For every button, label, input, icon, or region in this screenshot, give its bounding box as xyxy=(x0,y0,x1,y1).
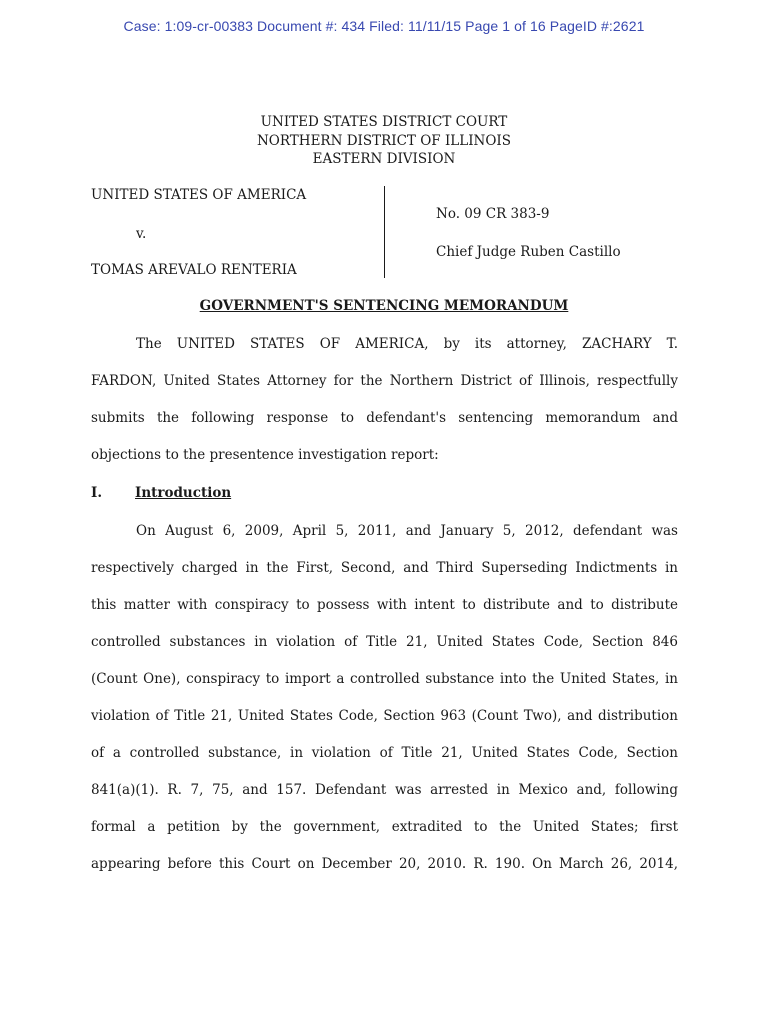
intro-paragraph xyxy=(91,326,678,474)
text-line: this matter with conspiracy to possess with intent to distribute and to distribute xyxy=(91,597,678,613)
text-line: respectively charged in the First, Second, and Third Superseding Indictments in xyxy=(91,560,678,576)
caption-divider xyxy=(384,186,385,278)
text-line: submits the following response to defendant's sentencing memorandum and xyxy=(91,410,678,426)
introduction-paragraph xyxy=(91,513,678,883)
text-line: controlled substances in violation of Title 21, United States Code, Section 846 xyxy=(91,634,678,650)
memorandum-title: GOVERNMENT'S SENTENCING MEMORANDUM xyxy=(199,298,569,314)
case-number: No. 09 CR 383-9 xyxy=(436,206,550,222)
versus-label: v. xyxy=(136,226,147,242)
court-division: EASTERN DIVISION xyxy=(312,151,456,167)
court-name: UNITED STATES DISTRICT COURT xyxy=(260,114,508,130)
defendant-name: TOMAS AREVALO RENTERIA xyxy=(91,262,297,278)
text-line: On August 6, 2009, April 5, 2011, and January 5, 2012, defendant was xyxy=(136,523,678,539)
text-line: formal a petition by the government, extradited to the United States; first xyxy=(91,819,678,835)
text-line: violation of Title 21, United States Code, Section 963 (Count Two), and distribution xyxy=(91,708,678,724)
text-line: of a controlled substance, in violation of Title 21, United States Code, Section xyxy=(91,745,678,761)
text-line: The UNITED STATES OF AMERICA, by its attorney, ZACHARY T. xyxy=(136,336,678,352)
court-district: NORTHERN DISTRICT OF ILLINOIS xyxy=(256,132,512,149)
text-line: 841(a)(1). R. 7, 75, and 157. Defendant was arrested in Mexico and, following xyxy=(91,782,678,798)
plaintiff-name: UNITED STATES OF AMERICA xyxy=(91,187,307,203)
text-line: objections to the presentence investigation report: xyxy=(91,447,439,463)
section-number: I. xyxy=(91,485,103,501)
judge-name: Chief Judge Ruben Castillo xyxy=(436,244,621,260)
section-heading-introduction xyxy=(91,485,231,501)
text-line: appearing before this Court on December 20, 2010. R. 190. On March 26, 2014, xyxy=(91,856,678,872)
case-header-stamp: Case: 1:09-cr-00383 Document #: 434 Filed: 11/11/15 Page 1 of 16 PageID #:2621 xyxy=(123,18,645,34)
text-line: (Count One), conspiracy to import a controlled substance into the United States, in xyxy=(91,671,678,687)
text-line: FARDON, United States Attorney for the Northern District of Illinois, respectfully xyxy=(91,373,678,389)
court-heading xyxy=(0,113,768,169)
section-title: Introduction xyxy=(135,485,232,501)
